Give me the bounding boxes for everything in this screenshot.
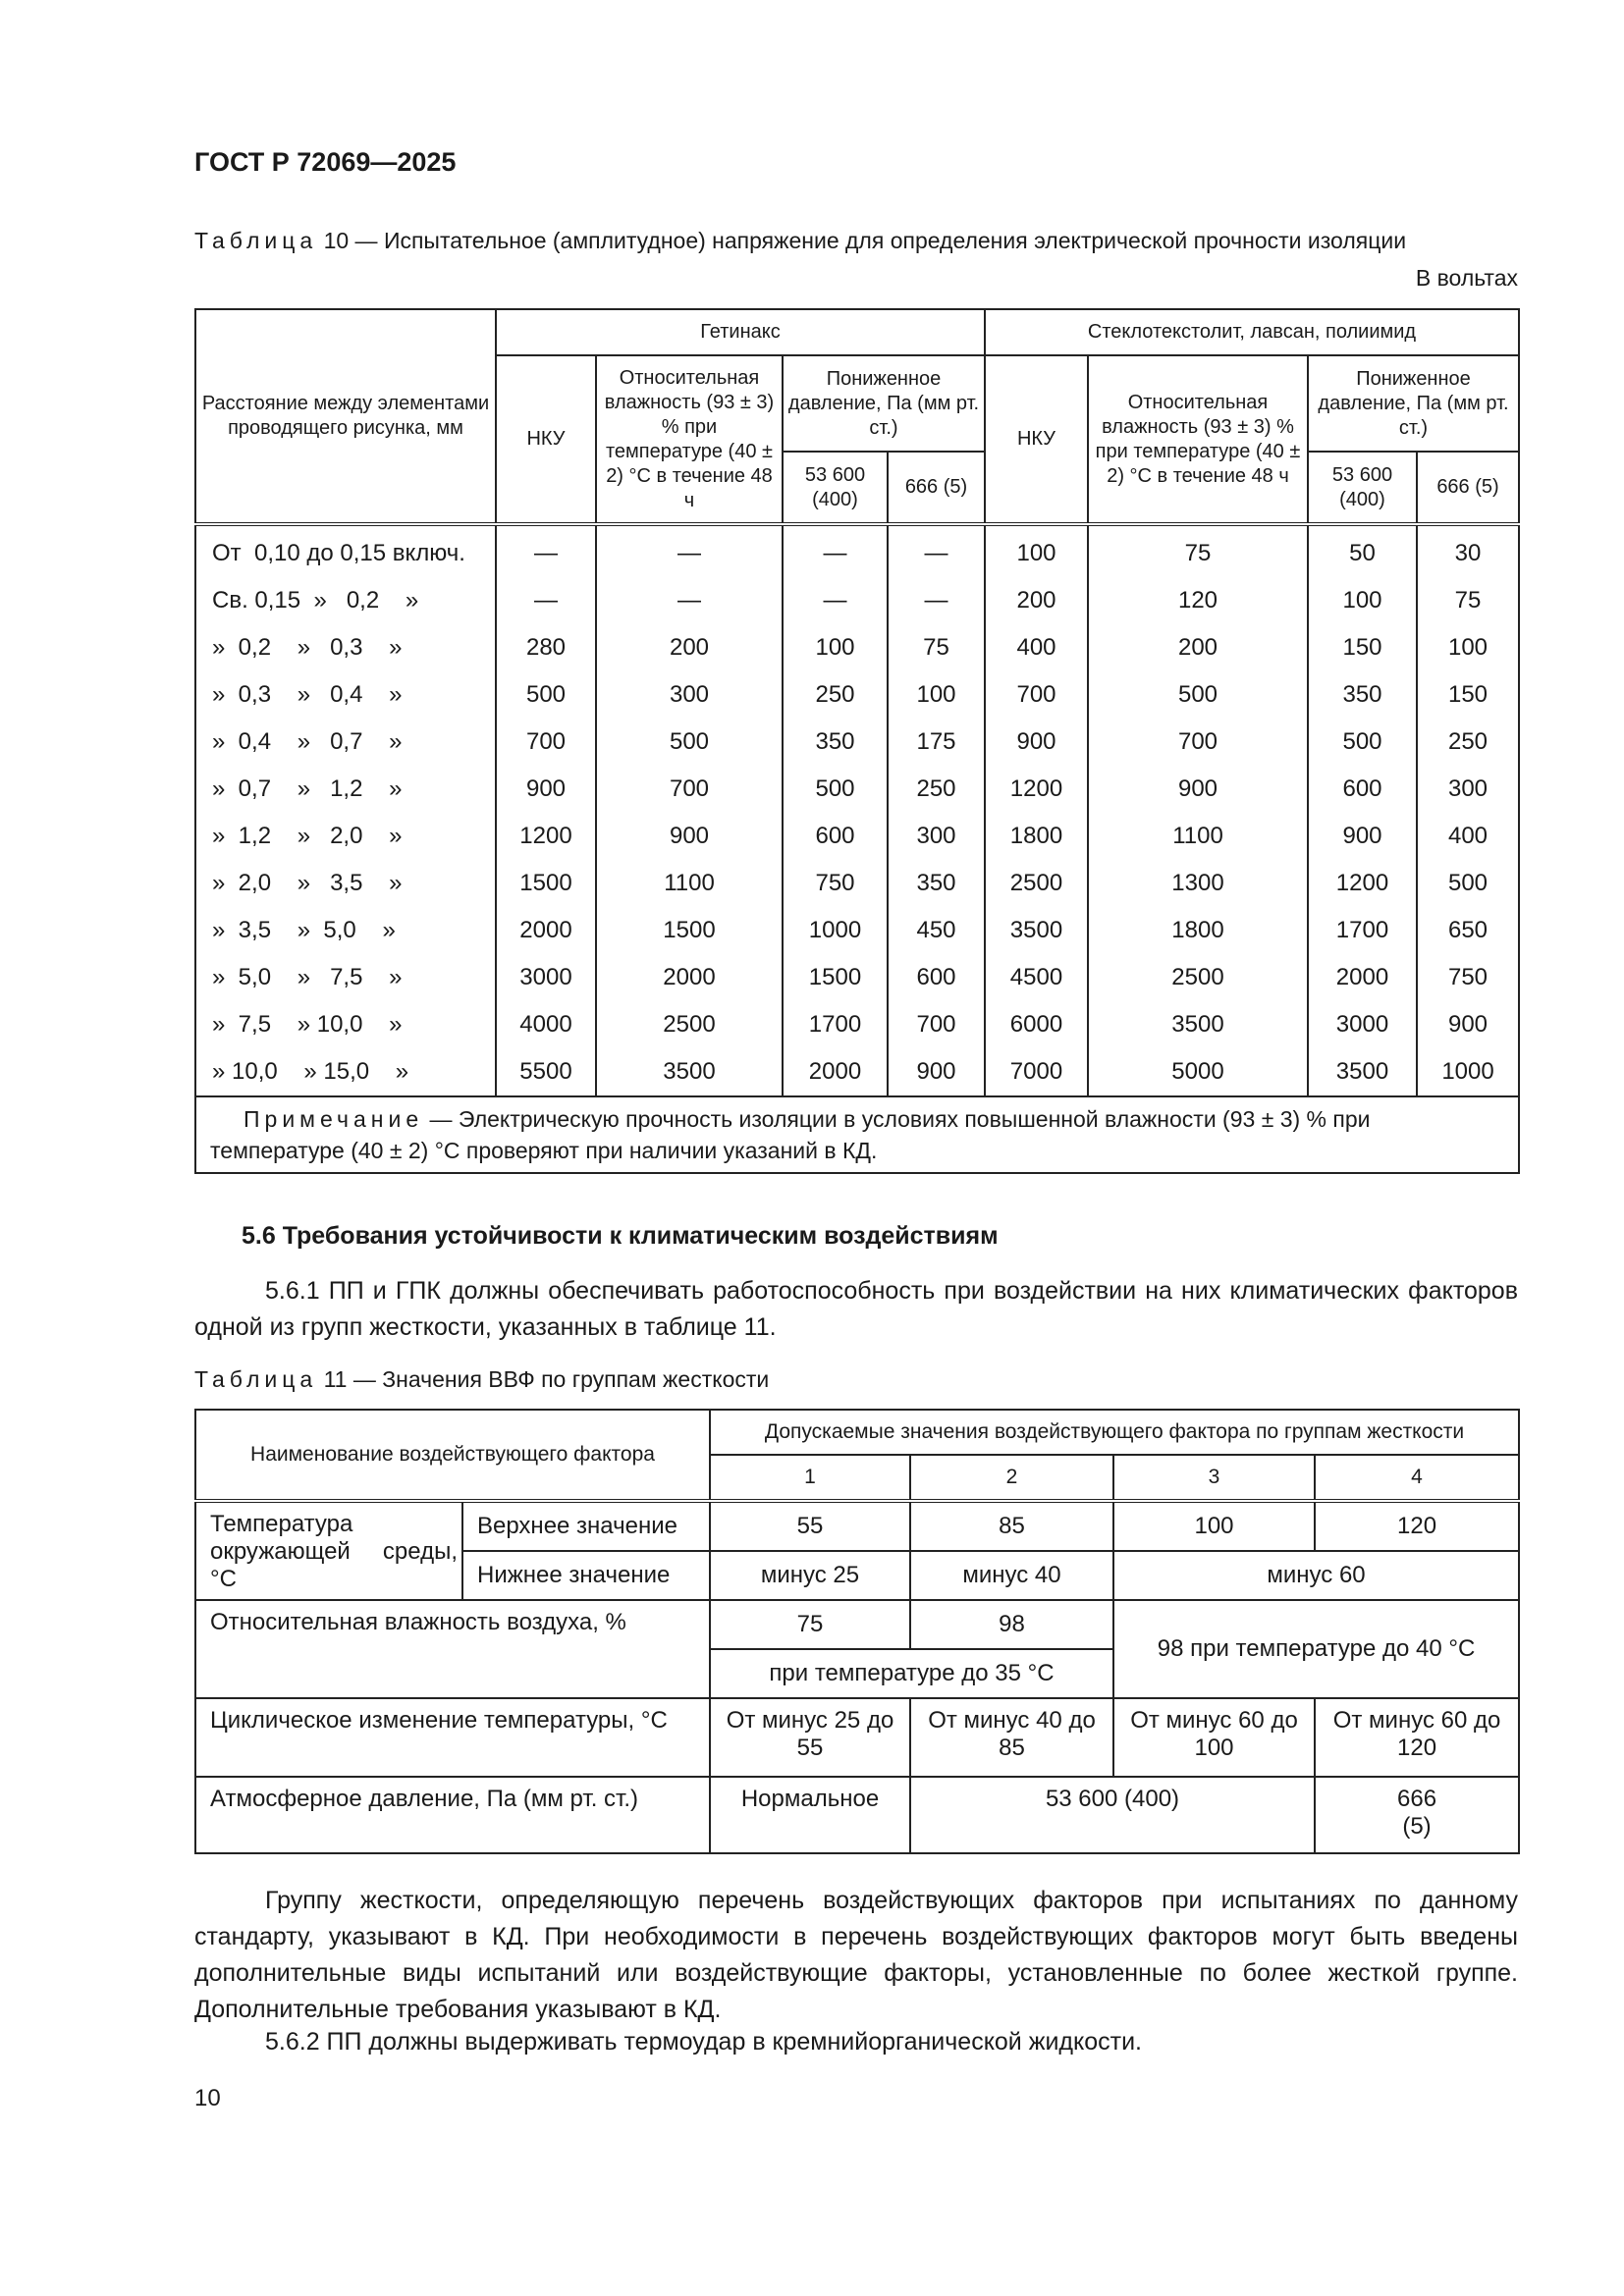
cell: —: [888, 577, 985, 624]
cell: 7000: [985, 1048, 1088, 1096]
table-row: [195, 1048, 1519, 1096]
table-row: [195, 766, 1519, 813]
cell: —: [496, 577, 596, 624]
header-group: 1: [710, 1455, 910, 1501]
cell: 700: [985, 671, 1088, 719]
row-label: » 0,7 » 1,2 »: [195, 766, 496, 813]
cell: 500: [596, 719, 783, 766]
cell: От минус 60 до 100: [1113, 1698, 1315, 1777]
cell: От минус 40 до 85: [910, 1698, 1113, 1777]
cell: 4500: [985, 954, 1088, 1001]
row-label: » 3,5 » 5,0 »: [195, 907, 496, 954]
pressure-label: Атмосферное давление, Па (мм рт. ст.): [195, 1777, 710, 1853]
cell: 175: [888, 719, 985, 766]
cell: От минус 60 до 120: [1315, 1698, 1519, 1777]
cell: 900: [1308, 813, 1417, 860]
cell: 900: [1417, 1001, 1519, 1048]
cell: 400: [985, 624, 1088, 671]
cell: 53 600 (400): [910, 1777, 1315, 1853]
cell: —: [783, 524, 888, 577]
header-pressure-1: 53 600 (400): [783, 452, 888, 524]
row-label: » 10,0 » 15,0 »: [195, 1048, 496, 1096]
cell: 2500: [596, 1001, 783, 1048]
table-11: [194, 1409, 1520, 1854]
cell: 98 при температуре до 40 °С: [1113, 1600, 1519, 1698]
cell: —: [596, 577, 783, 624]
cell: 500: [1308, 719, 1417, 766]
table-label: Таблица: [194, 1366, 318, 1392]
cell: 650: [1417, 907, 1519, 954]
table-row: [195, 954, 1519, 1001]
cell: при температуре до 35 °С: [710, 1649, 1113, 1698]
cell: 250: [888, 766, 985, 813]
cell: 50: [1308, 524, 1417, 577]
cell: 700: [1088, 719, 1308, 766]
cell: 300: [1417, 766, 1519, 813]
table-row: [195, 671, 1519, 719]
table-row: [195, 907, 1519, 954]
cell: минус 40: [910, 1551, 1113, 1600]
row-label: » 0,4 » 0,7 »: [195, 719, 496, 766]
paragraph-5-6-2: 5.6.2 ПП должны выдерживать термоудар в кремнийорганической жидкости.: [265, 2028, 1142, 2056]
cell: минус 60: [1113, 1551, 1519, 1600]
cell: 1100: [1088, 813, 1308, 860]
cell: 2000: [496, 907, 596, 954]
cell: 2500: [985, 860, 1088, 907]
cyclic-label: Циклическое изменение температуры, °С: [195, 1698, 710, 1777]
cell: 1500: [496, 860, 596, 907]
cell: 350: [1308, 671, 1417, 719]
cell: 2000: [783, 1048, 888, 1096]
cell: 1200: [985, 766, 1088, 813]
cell: 1000: [783, 907, 888, 954]
row-label: » 1,2 » 2,0 »: [195, 813, 496, 860]
table-10: [194, 308, 1520, 1174]
header-low-pressure: Пониженное давление, Па (мм рт. ст.): [783, 355, 985, 452]
cell: 1100: [596, 860, 783, 907]
header-allowed-values: Допускаемые значения воздействующего фактора по группам жесткости: [710, 1410, 1519, 1455]
cell: 1500: [783, 954, 888, 1001]
cell: 85: [910, 1501, 1113, 1551]
cell: 2000: [596, 954, 783, 1001]
cell: 200: [1088, 624, 1308, 671]
cell: 400: [1417, 813, 1519, 860]
note-label: Примечание: [244, 1106, 424, 1132]
cell: 100: [888, 671, 985, 719]
cell: —: [783, 577, 888, 624]
header-group: 4: [1315, 1455, 1519, 1501]
cell: 5500: [496, 1048, 596, 1096]
cell: 3500: [1088, 1001, 1308, 1048]
cell: 500: [1088, 671, 1308, 719]
section-heading: 5.6 Требования устойчивости к климатическим воздействиям: [242, 1222, 999, 1250]
cell: 600: [783, 813, 888, 860]
cell: 100: [783, 624, 888, 671]
header-low-pressure: Пониженное давление, Па (мм рт. ст.): [1308, 355, 1519, 452]
cell: минус 25: [710, 1551, 910, 1600]
cell: 75: [1417, 577, 1519, 624]
cell: 750: [1417, 954, 1519, 1001]
header-group: 3: [1113, 1455, 1315, 1501]
cell: 75: [710, 1600, 910, 1649]
temp-label: Температура окружающей среды, °С: [195, 1501, 462, 1600]
header-steklo: Стеклотекстолит, лавсан, полиимид: [985, 309, 1519, 355]
header-group: 2: [910, 1455, 1113, 1501]
cell: 150: [1308, 624, 1417, 671]
table10-note: [195, 1096, 1519, 1173]
cell: 100: [1113, 1501, 1315, 1551]
cell: 1800: [985, 813, 1088, 860]
paragraph-5-6-1: 5.6.1 ПП и ГПК должны обеспечивать работоспособность при воздействии на них климатических факторов одной из групп жесткости, указанных в таблице 11.: [194, 1277, 1518, 1341]
table10-caption: [194, 228, 1518, 254]
header-pressure-2: 666 (5): [1417, 452, 1519, 524]
cell: 1300: [1088, 860, 1308, 907]
cell: 120: [1315, 1501, 1519, 1551]
cell: 2500: [1088, 954, 1308, 1001]
cell: 1200: [1308, 860, 1417, 907]
header-humidity: Относительная влажность (93 ± 3) % при температуре (40 ± 2) °С в течение 48 ч: [1088, 355, 1308, 524]
header-pressure-1: 53 600 (400): [1308, 452, 1417, 524]
cell: 75: [1088, 524, 1308, 577]
cell: 450: [888, 907, 985, 954]
cell: 3000: [1308, 1001, 1417, 1048]
cell: 3500: [985, 907, 1088, 954]
header-factor-name: Наименование воздействующего фактора: [195, 1410, 710, 1501]
cell: 1500: [596, 907, 783, 954]
humidity-label: Относительная влажность воздуха, %: [195, 1600, 710, 1698]
cell: 120: [1088, 577, 1308, 624]
table-row: [195, 813, 1519, 860]
cell: 1200: [496, 813, 596, 860]
row-label: » 0,3 » 0,4 »: [195, 671, 496, 719]
cell: 350: [783, 719, 888, 766]
cell: 5000: [1088, 1048, 1308, 1096]
table-row: [195, 719, 1519, 766]
cell: 3500: [1308, 1048, 1417, 1096]
lower-label: Нижнее значение: [462, 1551, 710, 1600]
header-nku: НКУ: [496, 355, 596, 524]
header-humidity: Относительная влажность (93 ± 3) % при температуре (40 ± 2) °С в течение 48 ч: [596, 355, 783, 524]
cell: 900: [1088, 766, 1308, 813]
cell: 6000: [985, 1001, 1088, 1048]
cell: 4000: [496, 1001, 596, 1048]
cell: 1700: [1308, 907, 1417, 954]
cell: 900: [985, 719, 1088, 766]
cell: 250: [783, 671, 888, 719]
cell: 1800: [1088, 907, 1308, 954]
table-row: [195, 860, 1519, 907]
cell: 250: [1417, 719, 1519, 766]
cell: 55: [710, 1501, 910, 1551]
cell: 150: [1417, 671, 1519, 719]
header-getinaks: Гетинакс: [496, 309, 985, 355]
cell: 280: [496, 624, 596, 671]
cell: —: [596, 524, 783, 577]
table-row: [195, 624, 1519, 671]
cell: 666 (5): [1315, 1777, 1519, 1853]
cell: 500: [1417, 860, 1519, 907]
cell: 300: [888, 813, 985, 860]
cell: 30: [1417, 524, 1519, 577]
cell: 300: [596, 671, 783, 719]
cell: 700: [596, 766, 783, 813]
cell: 2000: [1308, 954, 1417, 1001]
table-row: [195, 524, 1519, 577]
row-label: » 5,0 » 7,5 »: [195, 954, 496, 1001]
header-pressure-2: 666 (5): [888, 452, 985, 524]
row-label: » 7,5 » 10,0 »: [195, 1001, 496, 1048]
table-row: [195, 577, 1519, 624]
row-label: Св. 0,15 » 0,2 »: [195, 577, 496, 624]
cell: —: [496, 524, 596, 577]
page-number: 10: [194, 2085, 221, 2111]
cell: 700: [888, 1001, 985, 1048]
row-label: От 0,10 до 0,15 включ.: [195, 524, 496, 577]
cell: 3500: [596, 1048, 783, 1096]
cell: 3000: [496, 954, 596, 1001]
table-label: Таблица: [194, 228, 318, 253]
cell: 100: [985, 524, 1088, 577]
cell: 100: [1417, 624, 1519, 671]
table10-title: 10 — Испытательное (амплитудное) напряжение для определения электрической прочности изоляции: [317, 228, 1407, 253]
header-distance: Расстояние между элементами проводящего рисунка, мм: [195, 309, 496, 524]
table11-caption: [194, 1366, 769, 1393]
row-label: » 2,0 » 3,5 »: [195, 860, 496, 907]
note-text: — Электрическую прочность изоляции в условиях повышенной влажности (93 ± 3) % при температуре (40 ± 2) °С проверяют при наличии указаний в КД.: [210, 1106, 1371, 1163]
cell: 600: [888, 954, 985, 1001]
cell: 900: [496, 766, 596, 813]
cell: 98: [910, 1600, 1113, 1649]
cell: 75: [888, 624, 985, 671]
cell: 350: [888, 860, 985, 907]
cell: 900: [888, 1048, 985, 1096]
cell: 900: [596, 813, 783, 860]
cell: От минус 25 до 55: [710, 1698, 910, 1777]
cell: Нормальное: [710, 1777, 910, 1853]
table11-title: 11 — Значения ВВФ по группам жесткости: [317, 1366, 770, 1392]
cell: 500: [783, 766, 888, 813]
table-row: [195, 1001, 1519, 1048]
cell: 600: [1308, 766, 1417, 813]
cell: —: [888, 524, 985, 577]
header-nku: НКУ: [985, 355, 1088, 524]
upper-label: Верхнее значение: [462, 1501, 710, 1551]
row-label: » 0,2 » 0,3 »: [195, 624, 496, 671]
document-code: ГОСТ Р 72069—2025: [194, 147, 457, 177]
cell: 1700: [783, 1001, 888, 1048]
cell: 750: [783, 860, 888, 907]
paragraph-group: Группу жесткости, определяющую перечень воздействующих факторов при испытаниях по данному стандарту, указывают в КД. При необходимости в перечень воздействующих факторов могут быть введены дополнительные виды испытаний или воздействующие факторы, установленные по более жесткой группе. Дополнительные требования указывают в КД.: [194, 1887, 1518, 2023]
cell: 200: [985, 577, 1088, 624]
cell: 1000: [1417, 1048, 1519, 1096]
cell: 700: [496, 719, 596, 766]
cell: 200: [596, 624, 783, 671]
cell: 100: [1308, 577, 1417, 624]
table10-unit: В вольтах: [1415, 265, 1518, 291]
cell: 500: [496, 671, 596, 719]
